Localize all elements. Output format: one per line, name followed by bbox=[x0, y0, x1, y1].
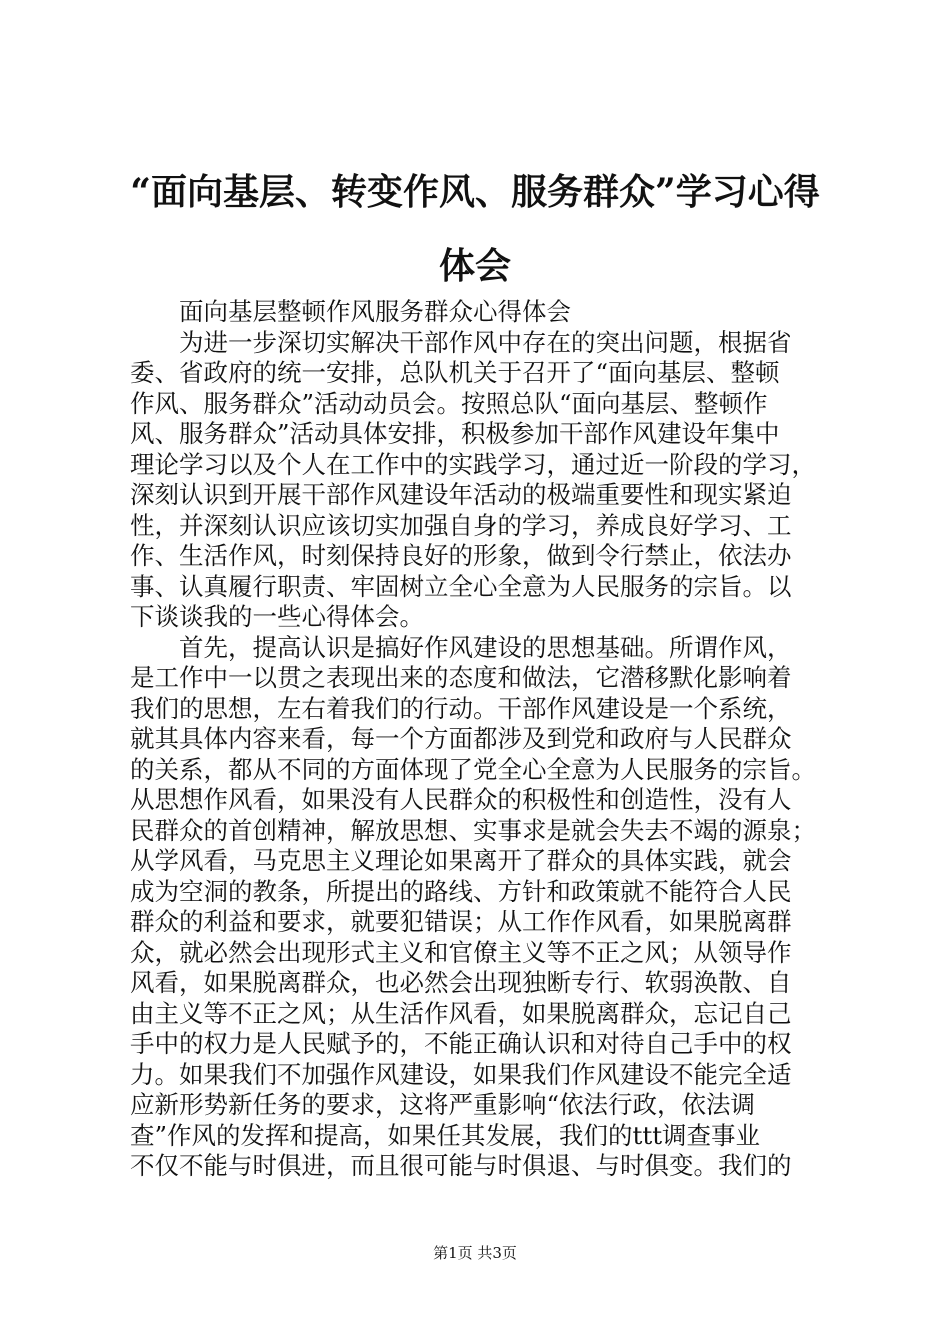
body-text-line: 作风、服务群众”活动动员会。按照总队“面向基层、整顿作 bbox=[130, 388, 768, 418]
body-text-line: 首先，提高认识是搞好作风建设的思想基础。所谓作风， bbox=[179, 632, 792, 662]
title-line-2: 体会 bbox=[438, 245, 511, 287]
body-text-line: 不仅不能与时俱进，而且很可能与时俱退、与时俱变。我们的 bbox=[130, 1151, 792, 1180]
body-text-line: 下谈谈我的一些心得体会。 bbox=[130, 602, 424, 631]
body-text-line: 的关系，都从不同的方面体现了党全心全意为人民服务的宗旨。 bbox=[130, 754, 816, 784]
body-text-line: 群众的利益和要求，就要犯错误；从工作作风看，如果脱离群 bbox=[130, 907, 792, 936]
body-text-line: 性，并深刻认识应该切实加强自身的学习，养成良好学习、工 bbox=[130, 510, 792, 540]
body-text-line: 查”作风的发挥和提高，如果任其发展，我们的ttt调查事业 bbox=[130, 1120, 761, 1150]
body-text-line: 理论学习以及个人在工作中的实践学习，通过近一阶段的学习， bbox=[130, 449, 816, 479]
body-text-line: 从思想作风看，如果没有人民群众的积极性和创造性，没有人 bbox=[130, 785, 792, 814]
body-text-line: 风看，如果脱离群众，也必然会出现独断专行、软弱涣散、自 bbox=[130, 968, 792, 997]
body-text-line: 力。如果我们不加强作风建设，如果我们作风建设不能完全适 bbox=[130, 1059, 792, 1089]
body-text-line: 事、认真履行职责、牢固树立全心全意为人民服务的宗旨。以 bbox=[130, 571, 792, 601]
body-text-line: 深刻认识到开展干部作风建设年活动的极端重要性和现实紧迫 bbox=[130, 480, 792, 509]
body-text-line: 就其具体内容来看，每一个方面都涉及到党和政府与人民群众 bbox=[130, 724, 792, 753]
body-text-line: 作、生活作风，时刻保持良好的形象，做到令行禁止，依法办 bbox=[130, 541, 792, 570]
body-text-line: 为进一步深切实解决干部作风中存在的突出问题，根据省 bbox=[179, 327, 792, 357]
body-text-line: 应新形势新任务的要求，这将严重影响“依法行政，依法调 bbox=[130, 1090, 756, 1119]
document-body bbox=[130, 297, 842, 1182]
title-line-1: “面向基层、转变作风、服务群众”学习心得 bbox=[130, 171, 820, 213]
body-text-line: 风、服务群众”活动具体安排，积极参加干部作风建设年集中 bbox=[130, 419, 780, 448]
body-text-line: 众，就必然会出现形式主义和官僚主义等不正之风；从领导作 bbox=[130, 937, 792, 967]
body-text-line: 委、省政府的统一安排，总队机关于召开了“面向基层、整顿 bbox=[130, 358, 780, 387]
body-text-line: 手中的权力是人民赋予的，不能正确认识和对待自己手中的权 bbox=[130, 1029, 792, 1058]
document-subtitle: 面向基层整顿作风服务群众心得体会 bbox=[179, 297, 571, 326]
body-text-line: 成为空洞的教条，所提出的路线、方针和政策就不能符合人民 bbox=[130, 876, 792, 906]
page-number: 第1页 共3页 bbox=[433, 1244, 517, 1262]
body-text-line: 是工作中一以贯之表现出来的态度和做法，它潜移默化影响着 bbox=[130, 663, 792, 692]
body-text-line: 从学风看，马克思主义理论如果离开了群众的具体实践，就会 bbox=[130, 846, 792, 875]
body-text-line: 民群众的首创精神，解放思想、实事求是就会失去不竭的源泉； bbox=[130, 815, 816, 845]
document-title bbox=[120, 155, 830, 303]
body-text-line: 由主义等不正之风；从生活作风看，如果脱离群众，忘记自己 bbox=[130, 998, 792, 1028]
body-text-line: 我们的思想，左右着我们的行动。干部作风建设是一个系统， bbox=[130, 693, 792, 723]
